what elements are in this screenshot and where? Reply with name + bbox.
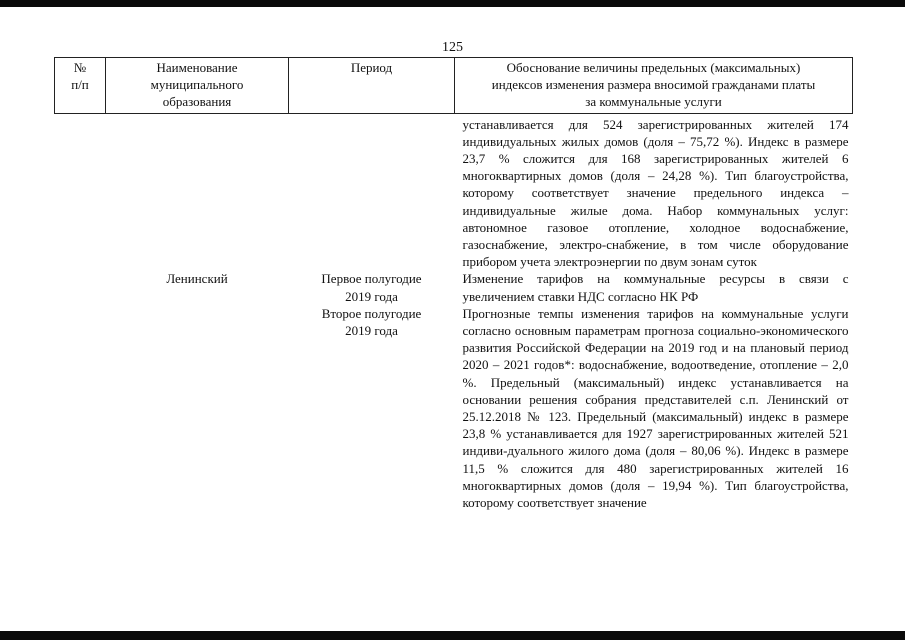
cell-municipality-name: Ленинский [166, 271, 228, 287]
cell-justification-continuation [455, 113, 853, 270]
cell-justification [455, 270, 853, 511]
cell-number [55, 270, 106, 511]
table-row-continuation [55, 113, 853, 270]
continuation-paragraph: устанавливается для 524 зарегистрированных жителей 174 индивидуальных жилых домов (доля – 75,72 %). Индекс в размере 23,7 % сложится для 168 зарегистрированных жителей 6 многоквартирных домов (доля – 24,28 %). Тип благоустройства, которому соответствует значение предельного индекса – индивидуальные жилые дома. Набор коммунальных услуг: автономное газовое отопление, холодное водоснабжение, газоснабжение, электро-снабжение, в том числе оборудование прибором учета электроэнергии по двум зонам суток [462, 116, 849, 270]
scan-bottom-border [0, 631, 905, 640]
tariff-index-table [54, 57, 853, 511]
header-municipality: Наименование муниципального образования [106, 58, 289, 114]
cell-number-empty [55, 113, 106, 270]
cell-name-empty [106, 113, 289, 270]
page-number: 125 [442, 40, 463, 55]
period-second-half: Второе полугодие 2019 года [321, 305, 422, 339]
scan-top-border [0, 0, 905, 7]
table-header-row [55, 58, 853, 114]
header-number: № п/п [55, 58, 106, 114]
header-period: Период [289, 58, 455, 114]
table-row-leninsky [55, 270, 853, 511]
period-first-half: Первое полугодие 2019 года [321, 271, 422, 304]
first-half-justification: Изменение тарифов на коммунальные ресурсы в связи с увеличением ставки НДС согласно НК РФ [462, 271, 849, 304]
cell-period-empty [289, 113, 455, 270]
cell-period [289, 270, 455, 511]
second-half-justification: Прогнозные темпы изменения тарифов на коммунальные услуги согласно основным параметрам прогноза социально-экономического развития Российской Федерации на 2019 год и на плановый период 2020 – 2021 годов*: водоснабжение, водоотведение, отопление – 2,0 %. Предельный (максимальный) индекс устанавливается на основании решения собрания представителей с.п. Ленинский от 25.12.2018 № 123. Предельный (максимальный) индекс в размере 23,8 % устанавливается для 1927 зарегистрированных жителей 521 индиви-дуального жилого дома (доля – 80,06 %). Индекс в размере 11,5 % сложится для 480 зарегистрированных жителей 16 многоквартирных домов (доля – 19,94 %). Тип благоустройства, которому соответствует значение [462, 305, 849, 511]
header-justification: Обоснование величины предельных (максимальных) индексов изменения размера вносимой гражданами платы за коммунальные услуги [455, 58, 853, 114]
